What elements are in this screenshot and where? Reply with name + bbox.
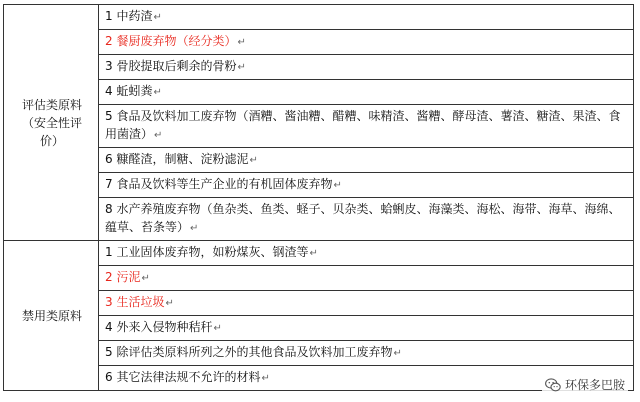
paragraph-mark-icon: ↵ [261, 373, 270, 384]
paragraph-mark-icon: ↵ [213, 323, 222, 334]
watermark-text: 环保多巴胺 [564, 378, 625, 392]
list-item: 4 外来入侵物种秸秆↵ [99, 316, 634, 341]
raw-materials-table [3, 4, 634, 391]
table-row [4, 80, 634, 105]
table-row [4, 366, 634, 391]
list-item: 4 蚯蚓粪↵ [99, 80, 634, 105]
list-item: 3 生活垃圾↵ [99, 291, 634, 316]
list-item: 6 糠醛渣，制糖、淀粉滤泥↵ [99, 148, 634, 173]
table-row [4, 5, 634, 30]
paragraph-mark-icon: ↵ [333, 180, 342, 191]
list-item: 7 食品及饮料等生产企业的有机固体废弃物↵ [99, 173, 634, 198]
list-item: 3 骨胶提取后剩余的骨粉↵ [99, 55, 634, 80]
paragraph-mark-icon: ↵ [237, 37, 246, 48]
list-item: 1 工业固体废弃物，如粉煤灰、钢渣等↵ [99, 241, 634, 266]
paragraph-mark-icon: ↵ [190, 223, 199, 234]
list-item: 5 食品及饮料加工废弃物（酒糟、酱油糟、醋糟、味精渣、酱糟、酵母渣、薯渣、糖渣、果渣、食用菌渣）↵ [99, 105, 634, 148]
list-item: 2 餐厨废弃物（经分类）↵ [99, 30, 634, 55]
wechat-icon [545, 377, 561, 393]
table-row [4, 341, 634, 366]
table-row [4, 316, 634, 341]
paragraph-mark-icon: ↵ [154, 130, 163, 141]
category-cell-prohibited: 禁用类原料 [4, 241, 99, 391]
table-row [4, 173, 634, 198]
paragraph-mark-icon: ↵ [153, 12, 162, 23]
list-item: 1 中药渣↵ [99, 5, 634, 30]
watermark [542, 375, 628, 394]
paragraph-mark-icon: ↵ [153, 87, 162, 98]
category-cell-evaluated: 评估类原料（安全性评价） [4, 5, 99, 241]
list-item: 6 其它法律法规不允许的材料↵ [99, 366, 634, 391]
table-row [4, 30, 634, 55]
table-row [4, 241, 634, 266]
table-row [4, 148, 634, 173]
paragraph-mark-icon: ↵ [237, 62, 246, 73]
paragraph-mark-icon: ↵ [393, 348, 402, 359]
table-row [4, 291, 634, 316]
list-item: 8 水产养殖废弃物（鱼杂类、鱼类、蛏子、贝杂类、蛤蜊皮、海藻类、海松、海带、海草、海绵、蕴草、苔条等）↵ [99, 198, 634, 241]
list-item: 5 除评估类原料所列之外的其他食品及饮料加工废弃物↵ [99, 341, 634, 366]
table-row [4, 105, 634, 148]
paragraph-mark-icon: ↵ [249, 155, 258, 166]
paragraph-mark-icon: ↵ [141, 273, 150, 284]
table-row [4, 266, 634, 291]
paragraph-mark-icon: ↵ [309, 248, 318, 259]
table-row [4, 55, 634, 80]
paragraph-mark-icon: ↵ [165, 298, 174, 309]
list-item: 2 污泥↵ [99, 266, 634, 291]
table-row [4, 198, 634, 241]
